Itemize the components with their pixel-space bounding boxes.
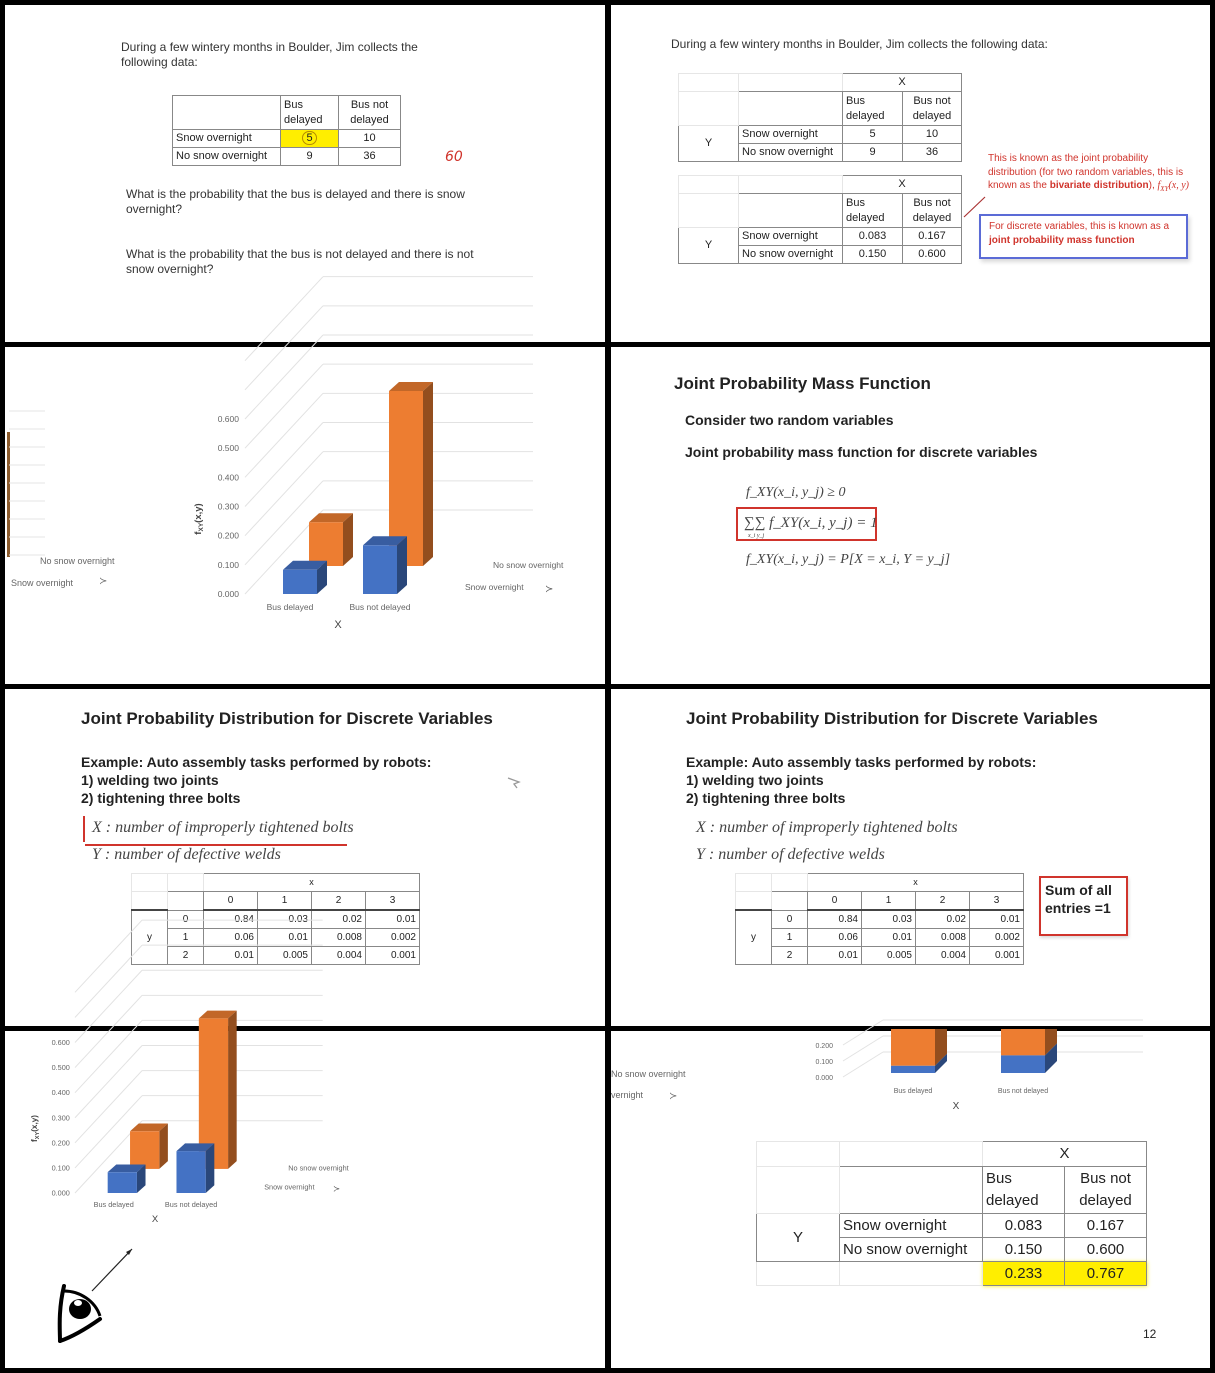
y-tick-label: 0.100 xyxy=(217,559,239,570)
x-category-label: Bus delayed xyxy=(893,1088,933,1095)
y-header: Y xyxy=(679,228,739,264)
prob-cell: 0.083 xyxy=(983,1214,1065,1238)
slide-joint-distribution xyxy=(611,5,1210,342)
y-tick-label: 0.200 xyxy=(217,530,239,541)
x-header: x xyxy=(204,874,420,892)
x-header: X xyxy=(983,1142,1147,1167)
row-snow: Snow overnight xyxy=(739,228,843,246)
y-header: y xyxy=(736,910,772,965)
x-header: X xyxy=(843,74,962,92)
y-tick-label: 0.100 xyxy=(51,1163,70,1173)
x-value-3: 3 xyxy=(970,892,1024,911)
count-cell: 9 xyxy=(843,144,903,162)
slide6-example: Example: Auto assembly tasks performed by robots: xyxy=(686,754,1037,770)
x-category-label: Bus not delayed xyxy=(349,602,411,612)
slide-pmf-definition xyxy=(611,347,1210,684)
prob-cell: 0.600 xyxy=(903,246,962,264)
slide5-item1: 1) welding two joints xyxy=(81,772,219,788)
joint-prob-cell: 0.84 xyxy=(204,910,258,929)
row-label-snow: Snow overnight xyxy=(173,130,281,148)
box-bold: joint probability mass function xyxy=(989,234,1135,246)
joint-prob-cell: 0.008 xyxy=(916,929,970,947)
slide4-line2: Joint probability mass function for discrete variables xyxy=(685,444,1038,460)
box-text: For discrete variables, this is known as a xyxy=(989,221,1170,232)
note-text: ), xyxy=(1148,180,1158,191)
y-axis-label: $f_{XY}(x,y)$ xyxy=(30,1115,41,1142)
pmf-callout-box xyxy=(979,214,1188,259)
joint-prob-cell: 0.01 xyxy=(808,947,862,965)
question-2: What is the probability that the bus is not delayed and there is not snow overnight? xyxy=(126,247,474,276)
slide5-example: Example: Auto assembly tasks performed by robots: xyxy=(81,754,432,770)
partial-3d-chart xyxy=(611,1031,1210,1111)
note-bold: bivariate distribution xyxy=(1049,180,1149,191)
joint-prob-cell: 0.01 xyxy=(862,929,916,947)
y-tick-label: 0.100 xyxy=(815,1059,833,1066)
y-definition: Y : number of defective welds xyxy=(696,846,885,863)
depth-label-no-snow: No snow overnight xyxy=(288,1163,349,1173)
joint-prob-cell: 0.06 xyxy=(808,929,862,947)
prob-cell: 0.167 xyxy=(903,228,962,246)
joint-prob-cell: 0.02 xyxy=(916,910,970,929)
x-value-1: 1 xyxy=(862,892,916,911)
y-tick-label: 0.200 xyxy=(51,1138,70,1148)
y-tick-label: 0.400 xyxy=(217,472,239,483)
bar-stack-blue xyxy=(1001,1055,1045,1073)
x-category-label: Bus delayed xyxy=(93,1199,134,1209)
joint-prob-cell: 0.005 xyxy=(258,947,312,965)
slide-robot-example xyxy=(5,689,605,1026)
prob-cell: 0.083 xyxy=(843,228,903,246)
gridline-side xyxy=(843,1036,883,1061)
row-snow: Snow overnight xyxy=(739,126,843,144)
bar-stack-orange xyxy=(1001,1029,1045,1055)
bar-snow-overnight-0 xyxy=(283,570,317,594)
row-no-snow: No snow overnight xyxy=(739,246,843,264)
bar-snow-overnight-1 xyxy=(176,1151,205,1193)
partial-y-arrow: ≻ xyxy=(669,1091,678,1102)
fragment-label-no-snow: No snow overnight xyxy=(40,556,115,566)
equation-sum: ∑∑ f_XY(x_i, y_j) = 1 xyxy=(744,515,878,531)
joint-prob-cell: 0.03 xyxy=(258,910,312,929)
slide-chart-viewpoint xyxy=(5,1031,605,1368)
slide6-title: Joint Probability Distribution for Discrete Variables xyxy=(686,709,1098,728)
joint-prob-cell: 0.002 xyxy=(366,929,420,947)
counts-table xyxy=(172,95,401,166)
counts-table-xy xyxy=(678,73,962,162)
joint-prob-cell: 0.001 xyxy=(366,947,420,965)
prob-cell: 0.167 xyxy=(1065,1214,1147,1238)
bar-side xyxy=(423,382,433,566)
cursor-icon xyxy=(505,775,525,789)
slide5-item2: 2) tightening three bolts xyxy=(81,790,241,806)
bar-snow-overnight-1 xyxy=(363,545,397,594)
y-tick-label: 0.600 xyxy=(51,1038,70,1048)
joint-pmf-3d-chart-small xyxy=(25,1038,349,1231)
count-cell: 5 xyxy=(843,126,903,144)
bar-no-snow-overnight-0 xyxy=(309,522,343,566)
x-value-0: 0 xyxy=(204,892,258,911)
joint-prob-cell: 0.002 xyxy=(970,929,1024,947)
col-bus-not-delayed: Bus not delayed xyxy=(903,92,962,126)
y-value-0: 0 xyxy=(168,910,204,929)
bar-side xyxy=(159,1124,168,1169)
y-tick-label: 0.200 xyxy=(815,1043,833,1050)
prob-cell: 0.150 xyxy=(843,246,903,264)
x-value-0: 0 xyxy=(808,892,862,911)
col-bus-delayed: Bus delayed xyxy=(843,92,903,126)
joint-prob-cell: 0.005 xyxy=(862,947,916,965)
x-category-label: Bus not delayed xyxy=(164,1199,218,1209)
robot-joint-table xyxy=(735,873,1024,965)
joint-prob-cell: 0.008 xyxy=(312,929,366,947)
bar-side xyxy=(343,513,353,566)
fragment-y-arrow: ≻ xyxy=(99,576,108,587)
slide-robot-example-sum xyxy=(611,689,1210,1026)
joint-prob-cell: 0.01 xyxy=(258,929,312,947)
corner-cell xyxy=(173,96,281,130)
slide-marginal-totals xyxy=(611,1031,1210,1368)
joint-prob-cell: 0.06 xyxy=(204,929,258,947)
y-value-1: 1 xyxy=(772,929,808,947)
slide-contingency-counts xyxy=(5,5,605,342)
x-category-label: Bus not delayed xyxy=(997,1088,1049,1095)
joint-prob-cell: 0.02 xyxy=(312,910,366,929)
row-no-snow: No snow overnight xyxy=(840,1238,983,1262)
x-value-2: 2 xyxy=(312,892,366,911)
cell-nosnow-not-delayed: 36 xyxy=(339,148,401,166)
joint-prob-cell: 0.004 xyxy=(916,947,970,965)
marginal-bus-delayed: 0.233 xyxy=(983,1262,1065,1286)
col-header-bus-not-delayed: Bus not delayed xyxy=(339,96,401,130)
bar-snow-overnight-0 xyxy=(108,1172,137,1193)
eye-icon xyxy=(50,1241,140,1366)
slide-3d-chart xyxy=(5,347,605,684)
prob-cell: 0.150 xyxy=(983,1238,1065,1262)
depth-axis-arrow: ≻ xyxy=(333,1184,341,1195)
fragment-gridlines xyxy=(9,407,49,557)
slide6-item2: 2) tightening three bolts xyxy=(686,790,846,806)
x-header: x xyxy=(808,874,1024,892)
y-header: Y xyxy=(679,126,739,162)
slide4-title: Joint Probability Mass Function xyxy=(674,374,931,393)
equation-sum-box xyxy=(736,507,877,541)
y-value-1: 1 xyxy=(168,929,204,947)
slide5-title: Joint Probability Distribution for Discrete Variables xyxy=(81,709,493,728)
robot-joint-table xyxy=(131,873,420,965)
col-bus-not-delayed: Bus not delayed xyxy=(1065,1167,1147,1214)
fragment-label-snow: Snow overnight xyxy=(11,578,74,588)
y-axis-label: $f_{XY}(x,y)$ xyxy=(193,503,205,535)
x-value-2: 2 xyxy=(916,892,970,911)
depth-label-snow: Snow overnight xyxy=(264,1182,315,1192)
bar-side xyxy=(228,1011,237,1169)
count-cell: 36 xyxy=(903,144,962,162)
y-tick-label: 0.400 xyxy=(51,1088,70,1098)
cell-snow-delayed xyxy=(281,130,339,148)
equation-sum-indices: x_i y_j xyxy=(748,533,765,539)
bar-side xyxy=(206,1143,215,1193)
col-bus-not-delayed: Bus not delayed xyxy=(903,194,962,228)
page-number: 12 xyxy=(1143,1327,1157,1341)
slide2-intro: During a few wintery months in Boulder, Jim collects the following data: xyxy=(671,37,1048,51)
equation-probability: f_XY(x_i, y_j) = P[X = x_i, Y = y_j] xyxy=(746,552,951,567)
col-bus-delayed: Bus delayed xyxy=(843,194,903,228)
joint-pmf-3d-chart xyxy=(175,397,575,637)
y-value-2: 2 xyxy=(772,947,808,965)
y-header: Y xyxy=(757,1214,840,1262)
y-tick-label: 0.300 xyxy=(217,501,239,512)
slide1-intro: During a few wintery months in Boulder, Jim collects the following data: xyxy=(121,40,418,69)
joint-prob-cell: 0.01 xyxy=(366,910,420,929)
slide6-item1: 1) welding two joints xyxy=(686,772,824,788)
joint-prob-cell: 0.03 xyxy=(862,910,916,929)
equation-nonnegative: f_XY(x_i, y_j) ≥ 0 xyxy=(746,485,846,500)
joint-prob-cell: 0.84 xyxy=(808,910,862,929)
row-label-no-snow: No snow overnight xyxy=(173,148,281,166)
x-value-3: 3 xyxy=(366,892,420,911)
y-tick-label: 0.600 xyxy=(217,414,239,424)
x-axis-label: X xyxy=(334,619,342,631)
y-tick-label: 0.300 xyxy=(51,1113,70,1123)
y-tick-label: 0.500 xyxy=(51,1063,70,1073)
x-definition: X : number of improperly tightened bolts xyxy=(696,819,958,836)
sum-of-entries-note: Sum of all entries =1 xyxy=(1039,876,1128,936)
y-tick-label: 0.000 xyxy=(815,1075,833,1082)
cell-nosnow-delayed: 9 xyxy=(281,148,339,166)
circled-value: 5 xyxy=(302,131,316,145)
x-axis-label: X xyxy=(952,1101,960,1112)
note-text: This is known as the joint probability distribution (for two random variables, this is known as the xyxy=(988,153,1184,191)
joint-prob-cell: 0.01 xyxy=(204,947,258,965)
partial-label-snow: vernight xyxy=(611,1090,644,1100)
joint-prob-cell: 0.001 xyxy=(970,947,1024,965)
y-tick-label: 0.000 xyxy=(217,589,239,599)
joint-prob-cell: 0.004 xyxy=(312,947,366,965)
x-definition: X : number of improperly tightened bolts xyxy=(92,819,354,836)
col-header-bus-delayed: Bus delayed xyxy=(281,96,339,130)
x-axis-label: X xyxy=(151,1214,159,1226)
depth-label-snow: Snow overnight xyxy=(465,582,524,592)
prob-table-with-marginals xyxy=(756,1141,1147,1286)
row-snow: Snow overnight xyxy=(840,1214,983,1238)
depth-axis-arrow: ≻ xyxy=(545,584,554,595)
y-definition: Y : number of defective welds xyxy=(92,846,281,863)
y-tick-label: 0.000 xyxy=(51,1188,70,1198)
bar-no-snow-overnight-0 xyxy=(130,1131,159,1169)
red-marker-vertical xyxy=(83,816,85,842)
handwritten-total: 60 xyxy=(445,149,463,165)
x-category-label: Bus delayed xyxy=(266,602,314,612)
joint-prob-cell: 0.01 xyxy=(970,910,1024,929)
y-value-0: 0 xyxy=(772,910,808,929)
y-header: y xyxy=(132,910,168,965)
question-1: What is the probability that the bus is delayed and there is snow overnight? xyxy=(126,187,465,216)
y-value-2: 2 xyxy=(168,947,204,965)
y-tick-label: 0.500 xyxy=(217,443,239,454)
partial-label-no-snow: No snow overnight xyxy=(611,1069,686,1079)
col-bus-delayed: Bus delayed xyxy=(983,1167,1065,1214)
slide4-line1: Consider two random variables xyxy=(685,412,894,428)
bar-stack-blue xyxy=(891,1066,935,1073)
prob-table-xy xyxy=(678,175,962,264)
bivariate-note xyxy=(988,152,1193,197)
bar-stack-orange xyxy=(891,1029,935,1066)
x-value-1: 1 xyxy=(258,892,312,911)
depth-label-no-snow: No snow overnight xyxy=(493,560,564,570)
cell-snow-not-delayed: 10 xyxy=(339,130,401,148)
marginal-bus-not-delayed: 0.767 xyxy=(1065,1262,1147,1286)
prob-cell: 0.600 xyxy=(1065,1238,1147,1262)
row-no-snow: No snow overnight xyxy=(739,144,843,162)
bar-side xyxy=(397,536,407,594)
note-formula: $f_{XY}(x$, y) xyxy=(1157,180,1190,193)
count-cell: 10 xyxy=(903,126,962,144)
x-header: X xyxy=(843,176,962,194)
gridline-side xyxy=(843,1052,883,1077)
